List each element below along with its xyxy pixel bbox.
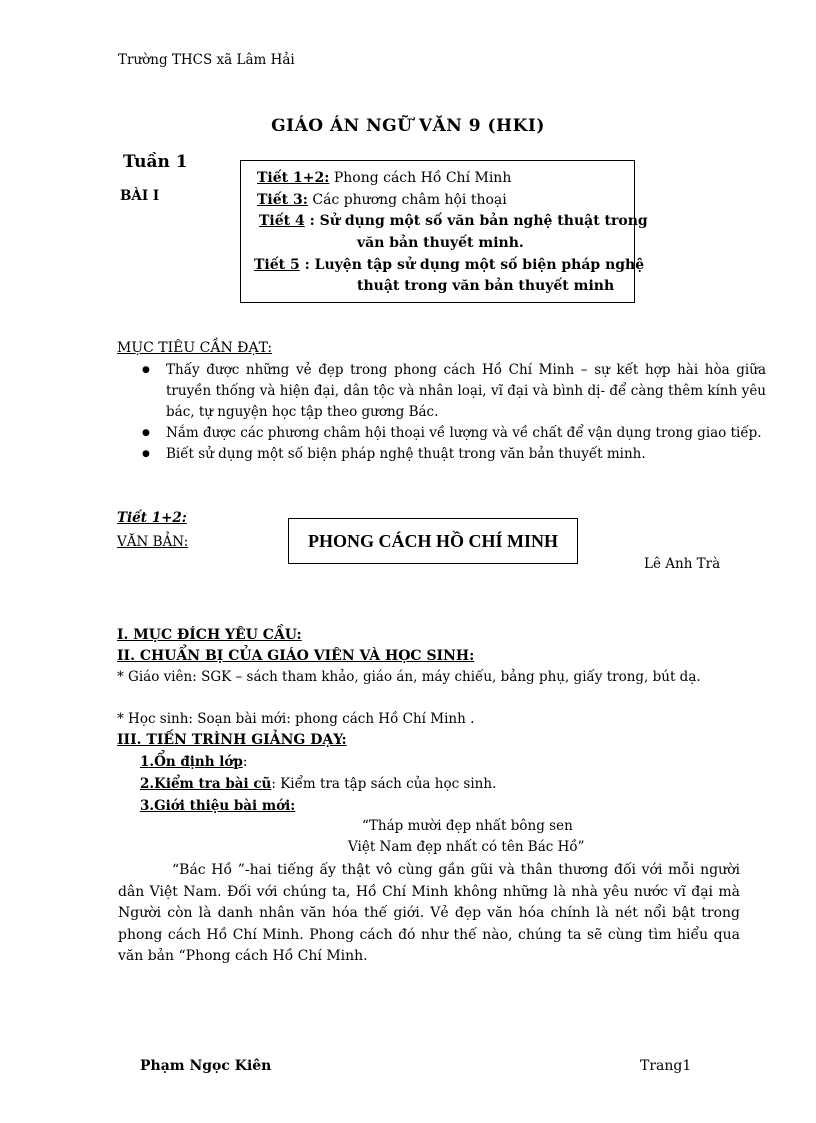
footer-author: Phạm Ngọc Kiên: [140, 1058, 272, 1074]
week-label: Tuần 1: [123, 152, 188, 172]
schedule-tag: Tiết 4: [259, 213, 305, 229]
step-1-label: 1.Ổn định lớp: [140, 754, 243, 770]
lesson-period: Tiết 1+2:: [117, 510, 187, 526]
objective-item: ● Thấy được những vẻ đẹp trong phong cách Hồ Chí Minh – sự kết hợp hài hòa giữa truyền thống và hiện đại, dân tộc và nhân loại, vĩ đại và bình dị- để càng thêm kính yêu bác, tự nguyện học tập theo gương Bác.: [166, 360, 766, 423]
schedule-line-1: [257, 170, 511, 186]
objective-item: ● Biết sử dụng một số biện pháp nghệ thuật trong văn bản thuyết minh.: [166, 444, 766, 465]
schedule-tag: Tiết 5: [254, 257, 300, 273]
step-2-tail: : Kiểm tra tập sách của học sinh.: [271, 776, 497, 792]
schedule-text: Phong cách Hồ Chí Minh: [329, 170, 512, 186]
footer-page-number: Trang1: [640, 1058, 692, 1074]
student-prep: * Học sinh: Soạn bài mới: phong cách Hồ Chí Minh .: [117, 711, 475, 727]
section-1-heading: I. MỤC ĐÍCH YÊU CẦU:: [117, 627, 302, 643]
lesson-number: BÀI I: [120, 188, 160, 204]
schedule-text: Các phương châm hội thoại: [307, 192, 507, 208]
step-1: [140, 754, 247, 770]
objectives-heading: MỤC TIÊU CẦN ĐẠT:: [117, 340, 273, 356]
section-3-heading: III. TIẾN TRÌNH GIẢNG DẠY:: [117, 732, 347, 748]
schedule-line-2: [257, 192, 507, 208]
teacher-prep: * Giáo viên: SGK – sách tham khảo, giáo án, máy chiếu, bảng phụ, giấy trong, bút dạ.: [117, 669, 701, 685]
schedule-line-4: [254, 257, 644, 273]
step-1-tail: :: [242, 754, 248, 770]
schedule-line-3: [259, 213, 648, 229]
objective-item: ● Nắm được các phương châm hội thoại về lượng và về chất để vận dụng trong giao tiếp.: [166, 423, 766, 444]
schedule-line-3-cont: văn bản thuyết minh.: [357, 235, 524, 251]
schedule-tag: Tiết 3:: [257, 192, 308, 208]
objectives-list: [140, 360, 766, 465]
school-header: Trường THCS xã Lâm Hải: [118, 52, 295, 68]
poem-line-2: Việt Nam đẹp nhất có tên Bác Hồ”: [348, 839, 585, 855]
text-title: PHONG CÁCH HỒ CHÍ MINH: [308, 530, 558, 551]
schedule-box: [240, 160, 648, 303]
schedule-line-4-cont: thuật trong văn bản thuyết minh: [357, 278, 615, 294]
schedule-tag: Tiết 1+2:: [257, 170, 330, 186]
step-2-label: 2.Kiểm tra bài cũ: [140, 776, 272, 792]
poem-line-1: “Tháp mười đẹp nhất bông sen: [362, 818, 573, 834]
schedule-text: : Luyện tập sử dụng một số biện pháp nghệ: [299, 257, 645, 273]
author-name: Lê Anh Trà: [644, 556, 721, 572]
intro-paragraph: “Bác Hồ ”-hai tiếng ấy thật vô cùng gần gũi và thân thương đối với mỗi người dân Việt Nam. Đối với chúng ta, Hồ Chí Minh không những là nhà yêu nước vĩ đại mà Người còn là danh nhân văn hóa thế giới. Vẻ đẹp văn hóa chính là nét nổi bật trong phong cách Hồ Chí Minh. Phong cách đó như thế nào, chúng ta sẽ cùng tìm hiểu qua văn bản “Phong cách Hồ Chí Minh.: [118, 862, 740, 964]
step-3-label: 3.Giới thiệu bài mới:: [140, 798, 296, 814]
section-2-heading: II. CHUẨN BỊ CỦA GIÁO VIÊN VÀ HỌC SINH:: [117, 648, 475, 664]
page-title: GIÁO ÁN NGỮ VĂN 9 (HKI): [271, 116, 545, 136]
schedule-text: : Sử dụng một số văn bản nghệ thuật trong: [304, 213, 648, 229]
text-label: VĂN BẢN:: [117, 534, 189, 550]
text-title-box: [288, 518, 578, 564]
step-2: [140, 776, 496, 792]
